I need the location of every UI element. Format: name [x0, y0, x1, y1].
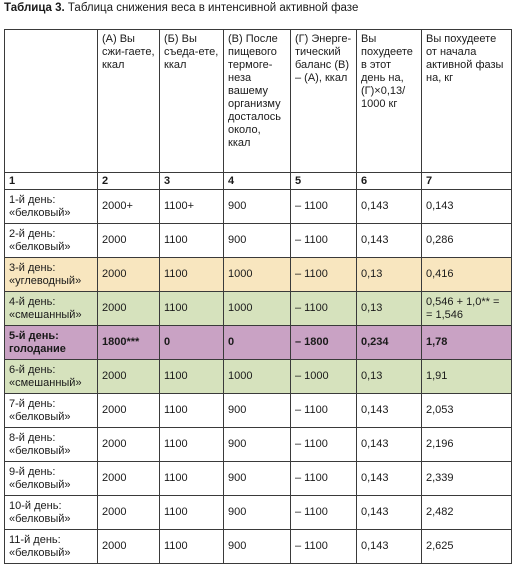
- column-number-row-cell-7: 7: [422, 173, 512, 190]
- table-row-cell-2: 2000: [98, 258, 160, 292]
- table-row: [5, 428, 512, 462]
- column-number-row-cell-5: 5: [291, 173, 357, 190]
- table-row-cell-6: 0,143: [357, 462, 422, 496]
- table-row-cell-2: 1800***: [98, 326, 160, 360]
- table-row-cell-3: 1100: [160, 462, 224, 496]
- table-row-cell-2: 2000: [98, 360, 160, 394]
- table-row-cell-1: 2-й день: «белковый»: [5, 224, 98, 258]
- table-row-cell-7: 0,286: [422, 224, 512, 258]
- table-row-cell-7: 1,78: [422, 326, 512, 360]
- table-body: [5, 30, 512, 564]
- header-row-cell-1: [5, 30, 98, 173]
- column-number-row-cell-3: 3: [160, 173, 224, 190]
- table-row-cell-1: 10-й день: «белковый»: [5, 496, 98, 530]
- table-row-cell-5: – 1100: [291, 292, 357, 326]
- table-row-cell-7: 1,91: [422, 360, 512, 394]
- table-row-cell-4: 1000: [224, 258, 291, 292]
- table-row-cell-2: 2000: [98, 292, 160, 326]
- header-row-cell-7: Вы похудеете от начала активной фазы на, кг: [422, 30, 512, 173]
- table-row-cell-2: 2000: [98, 394, 160, 428]
- table-row-cell-4: 900: [224, 428, 291, 462]
- table-row-cell-2: 2000: [98, 224, 160, 258]
- table-row: [5, 496, 512, 530]
- table-row: [5, 292, 512, 326]
- table-row-cell-3: 1100: [160, 394, 224, 428]
- table-row: [5, 190, 512, 224]
- table-row-cell-1: 1-й день: «белковый»: [5, 190, 98, 224]
- table-row-cell-6: 0,143: [357, 530, 422, 564]
- table-row-cell-5: – 1100: [291, 394, 357, 428]
- table-row-cell-6: 0,143: [357, 224, 422, 258]
- table-row-cell-6: 0,143: [357, 496, 422, 530]
- table-row-cell-5: – 1100: [291, 496, 357, 530]
- table-row-cell-4: 900: [224, 224, 291, 258]
- column-number-row-cell-2: 2: [98, 173, 160, 190]
- table-row-cell-1: 11-й день: «белковый»: [5, 530, 98, 564]
- table-row-cell-6: 0,13: [357, 360, 422, 394]
- column-number-row: [5, 173, 512, 190]
- table-row-cell-1: 8-й день: «белковый»: [5, 428, 98, 462]
- table-row-cell-1: 5-й день: голодание: [5, 326, 98, 360]
- table-row-cell-1: 6-й день: «смешанный»: [5, 360, 98, 394]
- table-row-cell-7: 0,143: [422, 190, 512, 224]
- table-row-cell-2: 2000: [98, 428, 160, 462]
- table-row-cell-4: 1000: [224, 360, 291, 394]
- table-row-cell-3: 0: [160, 326, 224, 360]
- table-row-cell-7: 2,196: [422, 428, 512, 462]
- table-caption-title: Таблица снижения веса в интенсивной активной фазе: [67, 2, 359, 14]
- weight-loss-table: [4, 29, 512, 564]
- table-row-cell-3: 1100: [160, 428, 224, 462]
- table-row-cell-5: – 1100: [291, 224, 357, 258]
- table-row-cell-4: 1000: [224, 292, 291, 326]
- table-row-cell-2: 2000: [98, 530, 160, 564]
- table-row-cell-5: – 1000: [291, 360, 357, 394]
- table-row-cell-5: – 1100: [291, 258, 357, 292]
- table-row-cell-3: 1100: [160, 224, 224, 258]
- table-row-cell-6: 0,234: [357, 326, 422, 360]
- table-row: [5, 360, 512, 394]
- table-caption: [4, 2, 358, 14]
- table-row-cell-7: 2,482: [422, 496, 512, 530]
- table-row-cell-1: 7-й день: «белковый»: [5, 394, 98, 428]
- table-row-cell-6: 0,143: [357, 394, 422, 428]
- table-row-cell-5: – 1100: [291, 190, 357, 224]
- table-row: [5, 326, 512, 360]
- table-row-cell-3: 1100: [160, 530, 224, 564]
- table-row: [5, 462, 512, 496]
- table-row-cell-7: 0,416: [422, 258, 512, 292]
- header-row-cell-4: (В) После пищевого термоге-неза вашему организму досталось около, ккал: [224, 30, 291, 173]
- table-row-cell-6: 0,13: [357, 258, 422, 292]
- header-row-cell-3: (Б) Вы съеда-ете, ккал: [160, 30, 224, 173]
- table-row-cell-3: 1100: [160, 360, 224, 394]
- table-row-cell-1: 3-й день: «углеводный»: [5, 258, 98, 292]
- table-row-cell-4: 900: [224, 530, 291, 564]
- table-row-cell-4: 0: [224, 326, 291, 360]
- table-row-cell-2: 2000: [98, 462, 160, 496]
- table-row-cell-4: 900: [224, 496, 291, 530]
- table-caption-number: Таблица 3.: [4, 2, 65, 14]
- table-row-cell-3: 1100+: [160, 190, 224, 224]
- table-row: [5, 530, 512, 564]
- table-row-cell-5: – 1800: [291, 326, 357, 360]
- table-row-cell-4: 900: [224, 394, 291, 428]
- header-row: [5, 30, 512, 173]
- table-row-cell-2: 2000+: [98, 190, 160, 224]
- header-row-cell-6: Вы похудеете в этот день на, (Г)×0,13/ 1000 кг: [357, 30, 422, 173]
- table-row-cell-3: 1100: [160, 258, 224, 292]
- table-row-cell-6: 0,143: [357, 428, 422, 462]
- table-row: [5, 224, 512, 258]
- header-row-cell-2: (А) Вы сжи-гаете, ккал: [98, 30, 160, 173]
- table-row-cell-7: 0,546 + 1,0** = = 1,546: [422, 292, 512, 326]
- table-row-cell-1: 4-й день: «смешанный»: [5, 292, 98, 326]
- table-row-cell-3: 1100: [160, 496, 224, 530]
- table-row-cell-6: 0,143: [357, 190, 422, 224]
- table-row-cell-4: 900: [224, 190, 291, 224]
- table-row-cell-6: 0,13: [357, 292, 422, 326]
- column-number-row-cell-6: 6: [357, 173, 422, 190]
- table-row-cell-1: 9-й день: «белковый»: [5, 462, 98, 496]
- table-row-cell-7: 2,339: [422, 462, 512, 496]
- table-row-cell-5: – 1100: [291, 428, 357, 462]
- table-row-cell-5: – 1100: [291, 462, 357, 496]
- table-row-cell-4: 900: [224, 462, 291, 496]
- header-row-cell-5: (Г) Энерге-тический баланс (В) – (А), ккал: [291, 30, 357, 173]
- table-row-cell-5: – 1100: [291, 530, 357, 564]
- column-number-row-cell-4: 4: [224, 173, 291, 190]
- column-number-row-cell-1: 1: [5, 173, 98, 190]
- table-row-cell-3: 1100: [160, 292, 224, 326]
- table-row-cell-7: 2,625: [422, 530, 512, 564]
- table-row: [5, 394, 512, 428]
- table-row-cell-2: 2000: [98, 496, 160, 530]
- table-row-cell-7: 2,053: [422, 394, 512, 428]
- table-row: [5, 258, 512, 292]
